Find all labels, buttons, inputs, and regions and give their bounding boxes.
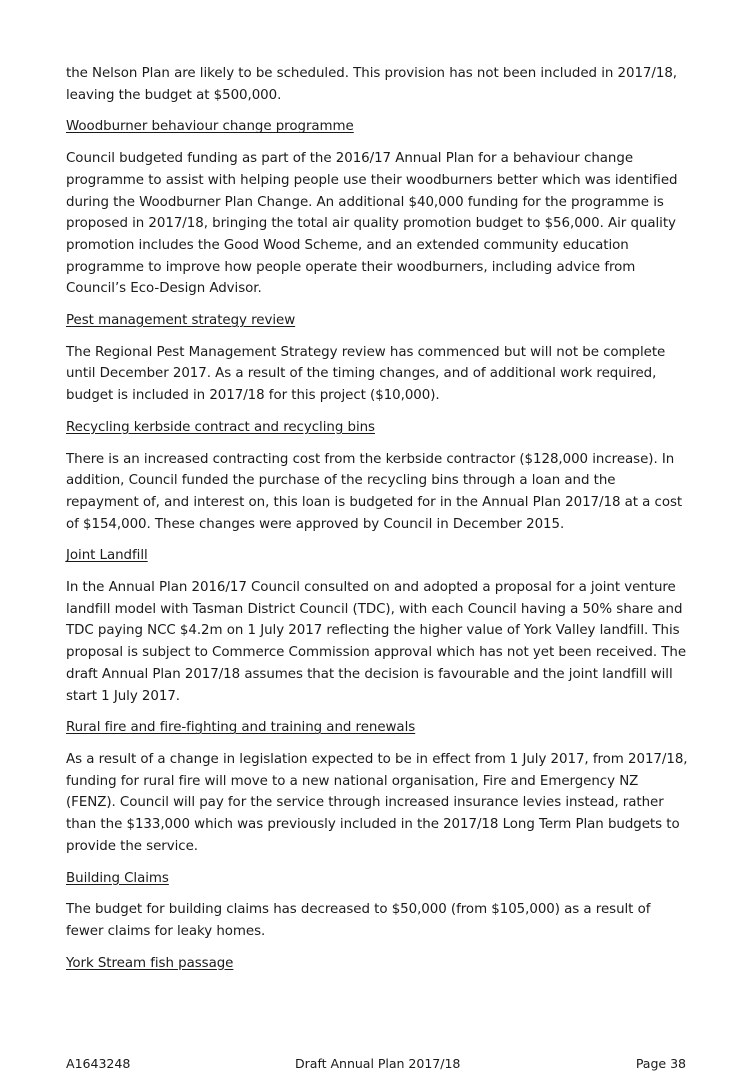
heading-rural-fire: Rural fire and fire-fighting and training and renewals — [66, 720, 416, 736]
paragraph-joint-landfill: In the Annual Plan 2016/17 Council consulted on and adopted a proposal for a joint venture landfill model with Tasman District Council (TDC), with each Council having a 50% share and TDC paying NCC $4.2m on 1 July 2017 reflecting the higher value of York Valley landfill. This proposal is subject to Commerce Commission approval which has not yet been received. The draft Annual Plan 2017/18 assumes that the decision is favourable and the joint landfill will start 1 July 2017. — [66, 580, 687, 704]
paragraph-rural-fire: As a result of a change in legislation expected to be in effect from 1 July 2017, from 2017/18, funding for rural fire will move to a new national organisation, Fire and Emergency NZ (FENZ). Council will pay for the service through increased insurance levies instead, rather than the $133,000 which was previously included in the 2017/18 Long Term Plan budgets to provide the service. — [66, 751, 688, 854]
heading-recycling: Recycling kerbside contract and recycling bins — [66, 419, 375, 435]
document-body — [66, 63, 691, 984]
paragraph-building-claims: The budget for building claims has decreased to $50,000 (from $105,000) as a result of fewer claims for leaky homes. — [66, 902, 651, 939]
heading-pest-management: Pest management strategy review — [66, 313, 296, 329]
paragraph-nelson-plan: the Nelson Plan are likely to be scheduled. This provision has not been included in 2017/18, leaving the budget at $500,000. — [66, 66, 678, 103]
footer-page-number: Page 38 — [635, 1056, 686, 1071]
paragraph-recycling: There is an increased contracting cost from the kerbside contractor ($128,000 increase). In addition, Council funded the purchase of the recycling bins through a loan and the repayment of, and interest on, this loan is budgeted for in the Annual Plan 2017/18 at a cost of $154,000. These changes were approved by Council in December 2015. — [66, 451, 683, 532]
paragraph-pest-management: The Regional Pest Management Strategy review has commenced but will not be complete until December 2017. As a result of the timing changes, and of additional work required, budget is included in 2017/18 for this project ($10,000). — [66, 344, 666, 404]
footer-title: Draft Annual Plan 2017/18 — [295, 1056, 461, 1071]
heading-woodburner: Woodburner behaviour change programme — [66, 119, 354, 135]
heading-york-stream: York Stream fish passage — [66, 955, 234, 971]
heading-joint-landfill: Joint Landfill — [66, 548, 148, 564]
heading-building-claims: Building Claims — [66, 870, 169, 886]
paragraph-woodburner: Council budgeted funding as part of the 2016/17 Annual Plan for a behaviour change programme to assist with helping people use their woodburners better which was identified during the Woodburner Plan Change. An additional $40,000 funding for the programme is proposed in 2017/18, bringing the total air quality promotion budget to $56,000. Air quality promotion includes the Good Wood Scheme, and an extended community education programme to improve how people operate their woodburners, including advice from Council’s Eco-Design Advisor. — [66, 151, 678, 297]
footer-doc-id: A1643248 — [66, 1056, 131, 1071]
